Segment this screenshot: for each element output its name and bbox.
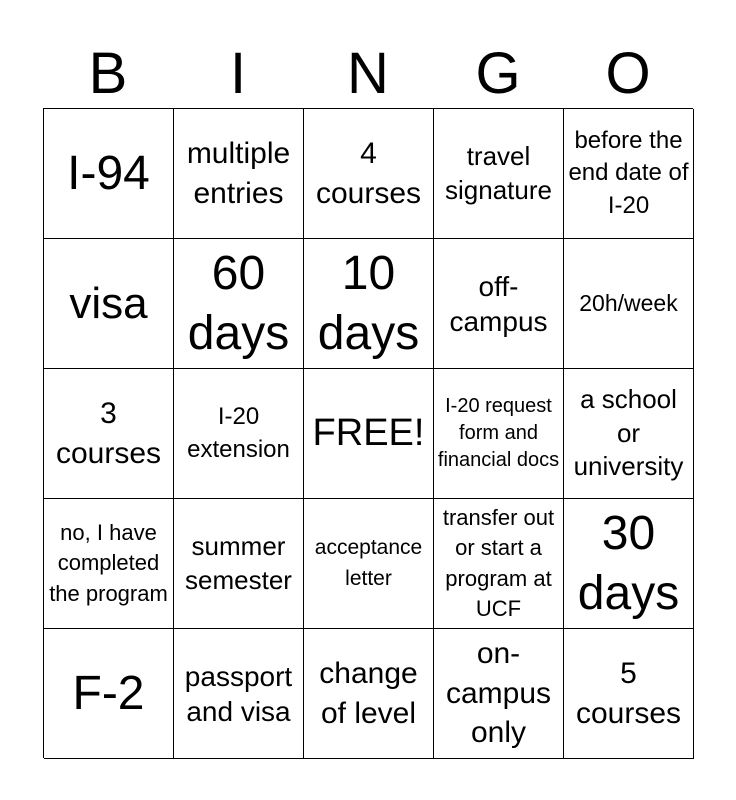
bingo-cell-r1-c1: I-94 [44,109,174,239]
bingo-cell-r3-c5: a school or university [564,369,694,499]
bingo-grid [43,108,693,758]
bingo-cell-r2-c5: 20h/week [564,239,694,369]
bingo-cell-r5-c2: passport and visa [174,629,304,759]
bingo-cell-r2-c1: visa [44,239,174,369]
bingo-cell-r2-c4: off-campus [434,239,564,369]
bingo-cell-r3-c3 free-space: FREE! [304,369,434,499]
bingo-cell-r1-c3: 4 courses [304,109,434,239]
bingo-cell-r4-c3: acceptance letter [304,499,434,629]
bingo-cell-r3-c1: 3 courses [44,369,174,499]
bingo-cell-r2-c3: 10 days [304,239,434,369]
header-letter-b: B [88,41,128,106]
header-letter-i: I [229,41,247,106]
bingo-header [43,40,693,108]
bingo-cell-r5-c3: change of level [304,629,434,759]
bingo-cell-r5-c5: 5 courses [564,629,694,759]
bingo-cell-r4-c4: transfer out or start a program at UCF [434,499,564,629]
bingo-cell-r4-c2: summer semester [174,499,304,629]
bingo-cell-r3-c4: I-20 request form and financial docs [434,369,564,499]
bingo-cell-r5-c4: on-campus only [434,629,564,759]
bingo-cell-r1-c4: travel signature [434,109,564,239]
bingo-cell-r2-c2: 60 days [174,239,304,369]
header-letter-g: G [475,41,521,106]
bingo-cell-r1-c5: before the end date of I-20 [564,109,694,239]
header-letter-o: O [605,41,651,106]
header-letter-n: N [347,41,389,106]
bingo-cell-r4-c5: 30 days [564,499,694,629]
bingo-cell-r4-c1: no, I have completed the program [44,499,174,629]
bingo-cell-r5-c1: F-2 [44,629,174,759]
bingo-cell-r3-c2: I-20 extension [174,369,304,499]
bingo-cell-r1-c2: multiple entries [174,109,304,239]
